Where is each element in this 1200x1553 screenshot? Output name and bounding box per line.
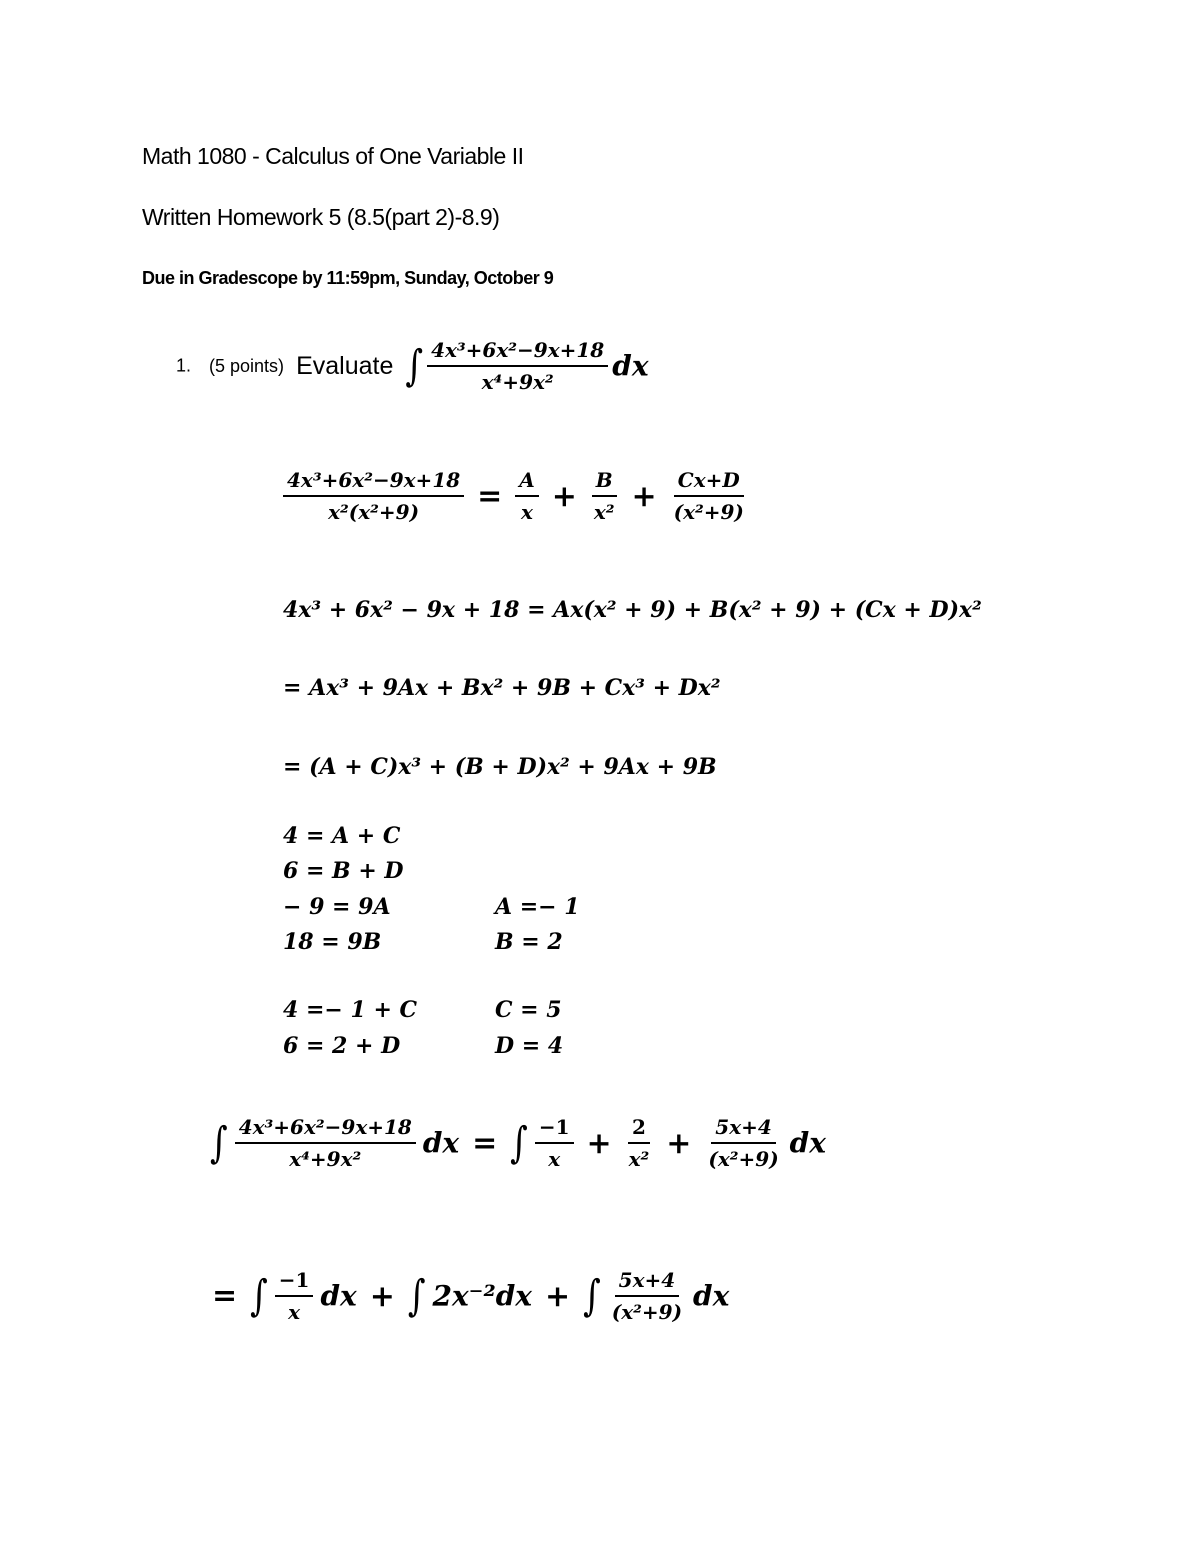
integrand-denominator: x⁴+9x²	[289, 1147, 362, 1171]
solution-d: D = 4	[495, 1033, 564, 1059]
term-1-numerator: −1	[535, 1115, 574, 1144]
plus-sign: +	[586, 1125, 612, 1161]
plus-sign: +	[631, 478, 657, 514]
plus-sign: +	[551, 478, 577, 514]
expanded-line: = Ax³ + 9Ax + Bx² + 9B + Cx³ + Dx²	[283, 675, 721, 701]
pf-term-b	[590, 468, 619, 524]
assignment-title: Written Homework 5 (8.5(part 2)-8.9)	[142, 204, 500, 230]
term-3	[704, 1115, 782, 1171]
rewritten-integral	[210, 1115, 826, 1171]
pf-term-cd	[670, 468, 748, 524]
term-1	[535, 1115, 574, 1171]
pf-a-denominator: x	[521, 500, 533, 524]
split-term-1-numerator: −1	[275, 1268, 314, 1297]
system-eq-5: 4 =− 1 + C	[283, 997, 418, 1023]
integral-sign: ∫	[210, 1118, 228, 1168]
split-term-3	[608, 1268, 686, 1324]
grouped-line: = (A + C)x³ + (B + D)x² + 9Ax + 9B	[283, 754, 717, 780]
problem-1-statement	[176, 338, 649, 394]
solution-a: A =− 1	[495, 894, 580, 920]
split-term-1-denominator: x	[288, 1300, 301, 1324]
integral-sign: ∫	[583, 1271, 601, 1321]
pf-lhs	[283, 468, 464, 524]
term-1-denominator: x	[548, 1147, 561, 1171]
plus-sign: +	[666, 1125, 692, 1161]
term-2-denominator: x²	[628, 1147, 650, 1171]
integral-sign: ∫	[405, 341, 424, 391]
pf-a-numerator: A	[515, 468, 539, 497]
plus-sign: +	[369, 1278, 395, 1314]
integrand-denominator: x⁴+9x²	[481, 370, 554, 394]
term-2-numerator: 2	[628, 1115, 650, 1144]
split-term-3-denominator: (x²+9)	[611, 1300, 683, 1324]
dx-label: dx	[612, 349, 649, 383]
pf-cd-numerator: Cx+D	[674, 468, 744, 497]
term-3-numerator: 5x+4	[711, 1115, 776, 1144]
integral-sign: ∫	[250, 1271, 268, 1321]
system-eq-3: − 9 = 9A	[283, 894, 391, 920]
dx-label: dx	[789, 1126, 826, 1160]
dx-label: dx	[422, 1126, 460, 1160]
course-title: Math 1080 - Calculus of One Variable II	[142, 143, 524, 169]
system-eq-2: 6 = B + D	[283, 858, 404, 884]
split-term-3-numerator: 5x+4	[615, 1268, 680, 1297]
system-eq-4: 18 = 9B	[283, 929, 382, 955]
solution-b: B = 2	[495, 929, 563, 955]
split-term-2: 2x⁻²dx	[432, 1279, 532, 1313]
plus-sign: +	[544, 1278, 571, 1314]
expanded-identity: 4x³ + 6x² − 9x + 18 = Ax(x² + 9) + B(x² + 9) + (Cx + D)x²	[283, 597, 982, 623]
split-term-1	[275, 1268, 314, 1324]
due-date: Due in Gradescope by 11:59pm, Sunday, October 9	[142, 268, 554, 288]
pf-term-a	[515, 468, 539, 524]
pf-b-denominator: x²	[593, 500, 615, 524]
equals-sign: =	[212, 1278, 238, 1314]
problem-number: 1.	[176, 355, 192, 376]
integrand-numerator: 4x³+6x²−9x+18	[427, 338, 608, 367]
problem-points: (5 points)	[209, 355, 285, 376]
dx-label: dx	[693, 1279, 730, 1313]
dx-label: dx	[320, 1279, 357, 1313]
pf-lhs-denominator: x²(x²+9)	[328, 500, 420, 524]
solution-c: C = 5	[495, 997, 562, 1023]
system-eq-1: 4 = A + C	[283, 823, 401, 849]
term-3-denominator: (x²+9)	[708, 1147, 779, 1171]
pf-lhs-numerator: 4x³+6x²−9x+18	[283, 468, 464, 497]
pf-b-numerator: B	[592, 468, 617, 497]
integral-sign: ∫	[407, 1271, 426, 1321]
problem-instruction: Evaluate	[296, 351, 394, 380]
integrand-numerator: 4x³+6x²−9x+18	[235, 1115, 416, 1144]
split-integrals	[212, 1268, 729, 1324]
equals-sign: =	[472, 1125, 498, 1161]
equals-sign: =	[477, 478, 503, 514]
partial-fraction-setup	[283, 468, 748, 524]
system-eq-6: 6 = 2 + D	[283, 1033, 401, 1059]
pf-cd-denominator: (x²+9)	[673, 500, 744, 524]
integral-sign: ∫	[510, 1118, 528, 1168]
original-integrand	[235, 1115, 416, 1171]
term-2	[625, 1115, 654, 1171]
integrand-fraction	[427, 338, 608, 394]
